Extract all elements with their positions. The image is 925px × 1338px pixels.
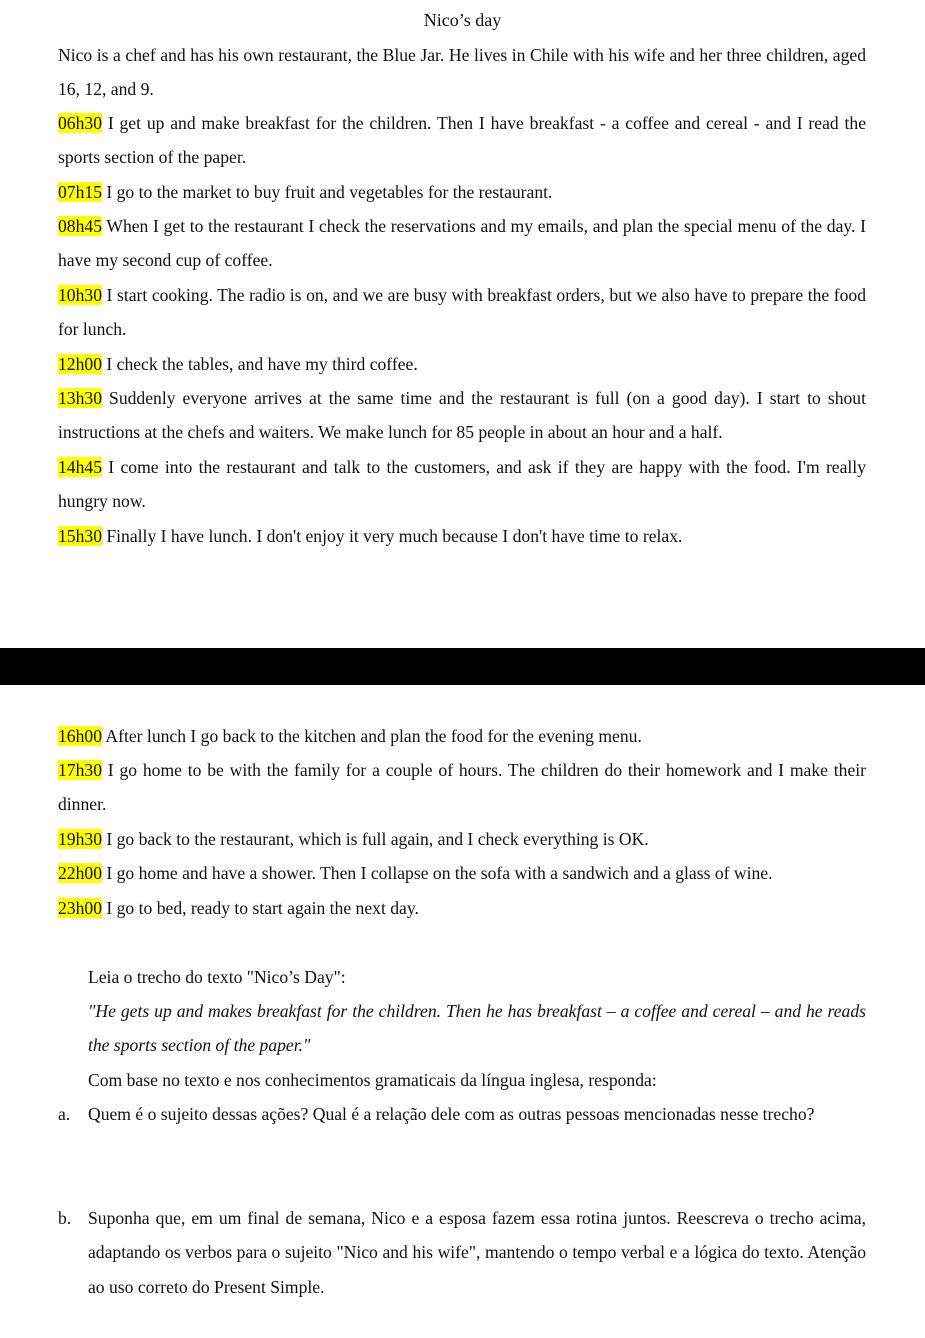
entry-1730 — [58, 753, 866, 822]
document-title: Nico’s day — [423, 10, 502, 30]
entry-1930 — [58, 822, 866, 856]
time-1445: 14h45 — [58, 457, 102, 477]
entry-text: I go to the market to buy fruit and vegetables for the restaurant. — [101, 182, 553, 202]
entry-text: I start cooking. The radio is on, and we are busy with breakfast orders, but we also have to prepare the food for lunch. — [58, 285, 866, 340]
redaction-band — [0, 648, 925, 685]
time-1330: 13h30 — [58, 388, 102, 408]
time-1030: 10h30 — [58, 285, 102, 305]
entry-2300 — [58, 891, 866, 925]
entry-0630 — [58, 106, 866, 175]
question-b-text: Suponha que, em um final de semana, Nico e a esposa fazem essa rotina juntos. Reescreva o trecho acima, adaptando os verbos para o sujeito "Nico and his wife", mantendo o tempo verbal e a lógica do texto. Atenção ao uso correto do Present Simple. — [88, 1208, 866, 1297]
entry-1200 — [58, 347, 866, 381]
entry-text: I get up and make breakfast for the children. Then I have breakfast - a coffee and cereal - and I read the sports section of the paper. — [58, 113, 866, 168]
intro-paragraph: Nico is a chef and has his own restaurant, the Blue Jar. He lives in Chile with his wife and her three children, aged 16, 12, and 9. — [58, 45, 866, 100]
entry-1030 — [58, 278, 866, 347]
entry-0845 — [58, 209, 866, 278]
question-b-marker: b. — [58, 1208, 72, 1228]
entry-1445 — [58, 450, 866, 519]
time-0845: 08h45 — [58, 216, 102, 236]
exercise-quote: "He gets up and makes breakfast for the children. Then he has breakfast – a coffee and cereal – and he reads the sports section of the paper." — [88, 1001, 866, 1056]
question-a-marker: a. — [58, 1104, 71, 1124]
entry-text: I go home and have a shower. Then I collapse on the sofa with a sandwich and a glass of wine. — [101, 863, 773, 883]
entry-0715 — [58, 175, 866, 209]
entry-text: I go to bed, ready to start again the next day. — [101, 898, 419, 918]
exercise-instruction: Leia o trecho do texto "Nico’s Day": — [88, 967, 346, 987]
entry-1330 — [58, 381, 866, 450]
entry-1600 — [58, 719, 866, 753]
entry-text: I come into the restaurant and talk to the customers, and ask if they are happy with the food. I'm really hungry now. — [58, 457, 866, 512]
entry-text: After lunch I go back to the kitchen and plan the food for the evening menu. — [101, 726, 642, 746]
time-1930: 19h30 — [58, 829, 102, 849]
time-0715: 07h15 — [58, 182, 102, 202]
time-2200: 22h00 — [58, 863, 102, 883]
time-1730: 17h30 — [58, 760, 102, 780]
time-2300: 23h00 — [58, 898, 102, 918]
exercise-prompt: Com base no texto e nos conhecimentos gramaticais da língua inglesa, responda: — [88, 1070, 657, 1090]
time-1200: 12h00 — [58, 354, 102, 374]
question-a-text: Quem é o sujeito dessas ações? Qual é a relação dele com as outras pessoas mencionadas nesse trecho? — [88, 1104, 815, 1124]
time-1530: 15h30 — [58, 526, 102, 546]
time-1600: 16h00 — [58, 726, 102, 746]
entry-text: I go back to the restaurant, which is full again, and I check everything is OK. — [101, 829, 649, 849]
entry-text: Suddenly everyone arrives at the same time and the restaurant is full (on a good day). I start to shout instructions at the chefs and waiters. We make lunch for 85 people in about an hour and a half. — [58, 388, 866, 443]
entry-text: When I get to the restaurant I check the reservations and my emails, and plan the special menu of the day. I have my second cup of coffee. — [58, 216, 866, 271]
entry-2200 — [58, 856, 866, 890]
entry-1530 — [58, 519, 866, 553]
time-0630: 06h30 — [58, 113, 102, 133]
entry-text: I check the tables, and have my third coffee. — [101, 354, 418, 374]
entry-text: Finally I have lunch. I don't enjoy it very much because I don't have time to relax. — [101, 526, 683, 546]
entry-text: I go home to be with the family for a couple of hours. The children do their homework and I make their dinner. — [58, 760, 866, 815]
